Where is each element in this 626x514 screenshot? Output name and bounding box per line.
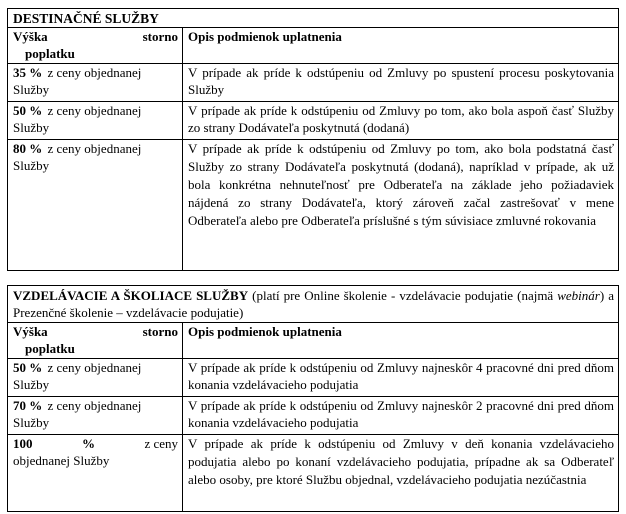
table-row	[8, 64, 618, 102]
fee-text-line2: Služby	[13, 120, 50, 135]
fee-cell	[8, 140, 183, 270]
fee-text: z ceny	[144, 436, 178, 451]
fee-text-line2: Služby	[13, 377, 50, 392]
condition-cell: V prípade ak príde k odstúpeniu od Zmluvy najneskôr 2 pracovné dni pred dňom konania vzdelávacieho podujatia	[188, 398, 614, 430]
fee-text-line2: objednanej Služby	[13, 453, 110, 468]
fee-text: z ceny objednanej	[44, 141, 142, 156]
fee-text: z ceny objednanej	[44, 360, 142, 375]
header-fee-amount	[8, 28, 183, 63]
condition-cell: V prípade ak príde k odstúpeniu od Zmluvy v deň konania vzdelávacieho podujatia alebo po konaní vzdelávacieho podujatia, prípadne ak sa Odberateľ alebo osoby, pre ktoré Službu objednal, vzdelávacieho podujatia nezúčastnia	[188, 436, 614, 487]
fee-percent-sign: %	[81, 436, 95, 451]
fee-cell	[8, 397, 183, 434]
condition-cell: V prípade ak príde k odstúpeniu od Zmluvy po spustení procesu poskytovania Služby	[188, 65, 614, 97]
fee-text-line2: Služby	[13, 82, 50, 97]
section-title-note: (platí pre Online školenie - vzdelávacie podujatie (najmä	[248, 288, 558, 303]
fee-cell	[8, 359, 183, 396]
destination-services-table	[7, 8, 619, 271]
header-fee-amount	[8, 323, 183, 358]
fee-percent: 50 %	[13, 103, 43, 118]
header-fee-word3: poplatku	[25, 46, 75, 61]
fee-text-line2: Služby	[13, 158, 50, 173]
header-fee-word1: Výška	[13, 324, 48, 339]
header-fee-word2: storno	[142, 324, 178, 339]
header-fee-word2: storno	[142, 29, 178, 44]
condition-cell: V prípade ak príde k odstúpeniu od Zmluvy po tom, ako bola podstatná časť Služby zo strany Dodávateľa poskytnutá (dodaná), napríklad v prípade, ak už bola konkrétna nehnuteľnosť pre Odberateľa na základe jeho požiadaviek nájdená zo strany Dodávateľa, ktorý zároveň začal zastrešovať v mene Odberateľa alebo pre Odberateľa príslušné s tým súvisiace zmluvné rokovania	[188, 141, 614, 228]
section-title-note-end: ) a Prezenčné školenie – vzdelávacie podujatie)	[13, 288, 614, 320]
table-row	[8, 102, 618, 140]
table-row	[8, 435, 618, 511]
fee-cell	[8, 64, 183, 101]
section-title	[8, 9, 618, 28]
fee-percent: 70 %	[13, 398, 43, 413]
header-fee-word1: Výška	[13, 29, 48, 44]
fee-text-line2: Služby	[13, 415, 50, 430]
fee-percent: 50 %	[13, 360, 43, 375]
table-header-row	[8, 28, 618, 64]
fee-cell	[8, 102, 183, 139]
header-conditions: Opis podmienok uplatnenia	[188, 29, 342, 44]
header-conditions: Opis podmienok uplatnenia	[188, 324, 342, 339]
header-fee-word3: poplatku	[25, 341, 75, 356]
fee-text: z ceny objednanej	[44, 398, 142, 413]
section-title-text: DESTINAČNÉ SLUŽBY	[13, 11, 159, 26]
table-row	[8, 397, 618, 435]
condition-cell: V prípade ak príde k odstúpeniu od Zmluvy najneskôr 4 pracovné dni pred dňom konania vzdelávacieho podujatia	[188, 360, 614, 392]
fee-cell	[8, 435, 183, 511]
fee-text: z ceny objednanej	[44, 65, 142, 80]
section-title-italic: webinár	[557, 288, 600, 303]
table-header-row	[8, 323, 618, 359]
fee-percent-number: 100	[13, 436, 33, 451]
fee-percent: 80 %	[13, 141, 43, 156]
education-services-table	[7, 285, 619, 512]
table-row	[8, 359, 618, 397]
fee-text: z ceny objednanej	[44, 103, 142, 118]
table-row	[8, 140, 618, 270]
section-title-bold: VZDELÁVACIE A ŠKOLIACE SLUŽBY	[13, 288, 249, 303]
fee-percent: 35 %	[13, 65, 43, 80]
section-title	[8, 286, 618, 323]
condition-cell: V prípade ak príde k odstúpeniu od Zmluvy po tom, ako bola aspoň časť Služby zo strany Dodávateľa poskytnutá (dodaná)	[188, 103, 614, 135]
